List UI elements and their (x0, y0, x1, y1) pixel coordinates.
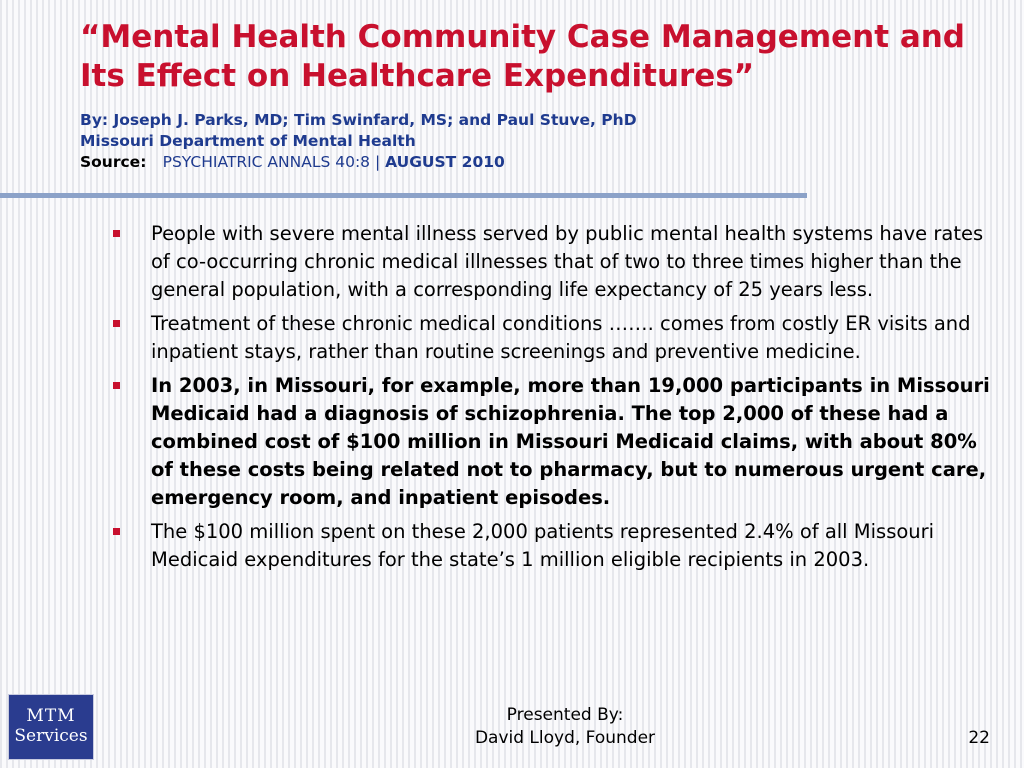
bullet-item (110, 310, 1005, 366)
bullet-item (110, 518, 1005, 574)
source-label: Source: (80, 153, 147, 171)
page-number: 22 (968, 728, 990, 748)
slide-title: “Mental Health Community Case Management and Its Effect on Healthcare Expenditures” (80, 19, 965, 94)
source-date: AUGUST 2010 (385, 153, 505, 171)
bullet-text: In 2003, in Missouri, for example, more than 19,000 participants in Missouri Medicaid had a diagnosis of schizophrenia. The top 2,000 of these had a combined cost of $100 million in Missouri Medicaid claims, with about 80% of these costs being related not to pharmacy, but to numerous urgent care, emergency room, and inpatient episodes. (151, 374, 990, 509)
source-line (80, 152, 980, 173)
source-publication: PSYCHIATRIC ANNALS 40:8 | (162, 153, 386, 171)
bullet-text: Treatment of these chronic medical conditions ……. comes from costly ER visits and inpatient stays, rather than routine screenings and preventive medicine. (151, 312, 971, 363)
bullet-square-icon (113, 230, 120, 237)
logo-line-1: MTM (26, 706, 76, 726)
header-divider (0, 193, 807, 198)
bullet-text: The $100 million spent on these 2,000 patients represented 2.4% of all Missouri Medicaid expenditures for the state’s 1 million eligible recipients in 2003. (151, 520, 935, 571)
mtm-services-logo (8, 694, 94, 760)
presenter-name: David Lloyd, Founder (474, 728, 656, 748)
bullet-list (110, 220, 1005, 580)
presenter-credit (440, 704, 690, 750)
bullet-item-emphasized (110, 372, 1005, 512)
presented-by-label: Presented By: (506, 705, 624, 725)
logo-line-2: Services (14, 726, 88, 746)
bullet-square-icon (113, 382, 120, 389)
bullet-square-icon (113, 320, 120, 327)
department: Missouri Department of Mental Health (80, 132, 416, 150)
bullet-square-icon (113, 528, 120, 535)
byline (80, 110, 980, 173)
bullet-item (110, 220, 1005, 304)
bullet-text: People with severe mental illness served by public mental health systems have rates of co-occurring chronic medical illnesses that of two to three times higher than the general population, with a corresponding life expectancy of 25 years less. (151, 222, 984, 301)
authors: By: Joseph J. Parks, MD; Tim Swinfard, MS; and Paul Stuve, PhD (80, 111, 637, 129)
